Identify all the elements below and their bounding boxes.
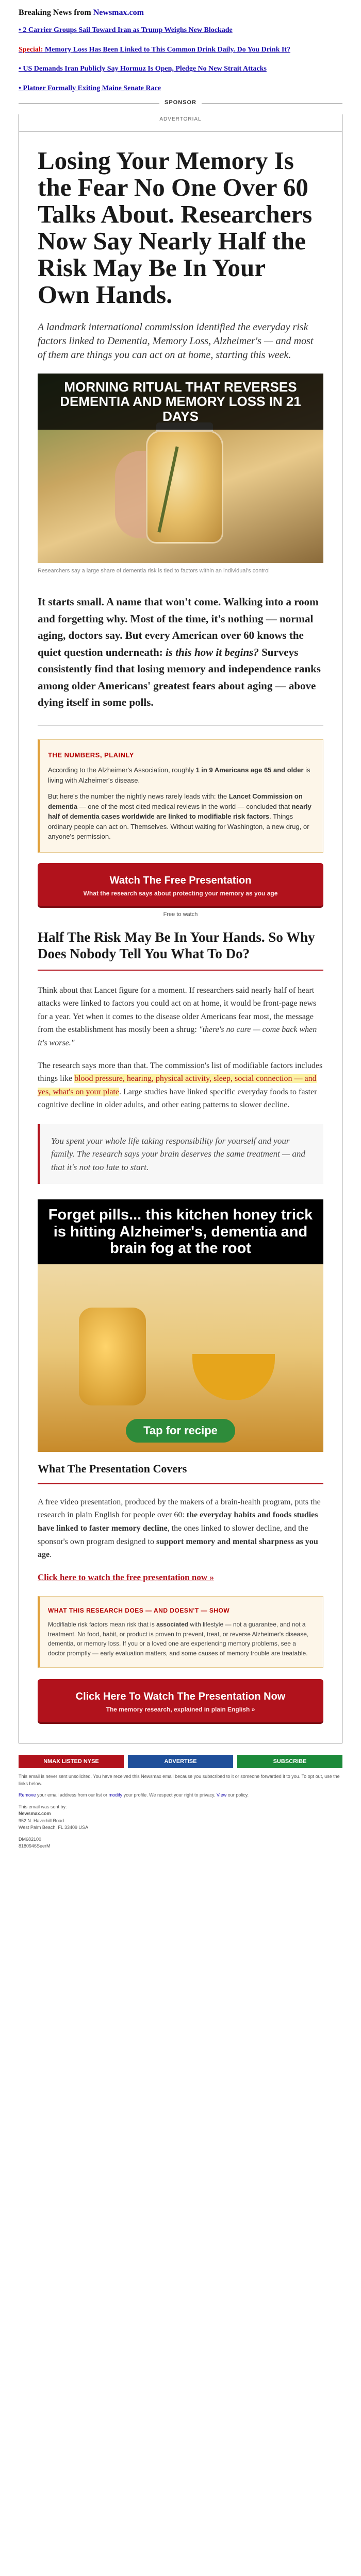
section-heading-half-risk: Half The Risk May Be In Your Hands. So Why Does Nobody Tell You What To Do? [38, 929, 323, 971]
numbers-paragraph-2: But here's the number the nightly news rarely leads with: the Lancet Commission on dementia — one of the most cited medical reviews in the world — concluded that nearly half of dementia cases worldwide are linked to modifiable risk factors. Things ordinary people can act on. Themselves. Without waiting for Washington, a new drug, or anyone's permission. [48, 792, 311, 841]
sponsor-label: SPONSOR [159, 99, 202, 106]
article-dek: A landmark international commission identified the everyday risk factors linked to Dementia, Memory Loss, Alzheimer's — and most of them are things you can act on at home, starting this week. [38, 321, 314, 361]
cta-subtitle: What the research says about protecting your memory as you age [83, 889, 278, 897]
footer [0, 1743, 361, 1850]
honey-bowl-shape [192, 1354, 275, 1400]
sponsor-divider [19, 99, 342, 114]
article-headline: Losing Your Memory Is the Fear No One Over 60 Talks About. Researchers Now Say Nearly Half the Risk May Be In Your Own Hands. [38, 146, 313, 309]
news-link-carrier-groups[interactable]: • 2 Carrier Groups Sail Toward Iran as Trump Weighs New Blockade [19, 26, 233, 34]
honey-promo-image[interactable] [38, 1199, 323, 1452]
numbers-paragraph-1: According to the Alzheimer's Association, roughly 1 in 9 Americans age 65 and older is living with Alzheimer's disease. [48, 766, 310, 784]
footer-codes: DM682100 8180946SeerM [19, 1836, 51, 1849]
disclaimer-title: WHAT THIS RESEARCH DOES — AND DOESN'T — SHOW [48, 1607, 230, 1615]
news-list [19, 26, 342, 93]
cta2-title: Click Here To Watch The Presentation Now [75, 1691, 286, 1703]
research-disclaimer [38, 1596, 323, 1668]
numbers-title: THE NUMBERS, PLAINLY [48, 751, 134, 759]
modify-link[interactable]: modify [108, 1792, 123, 1798]
body-paragraph-1: Think about that Lancet figure for a moment. If researchers said nearly half of heart attacks were linked to factors you could act on at home, it would be front-page news for a year. Yet when it comes to the disease older Americans fear most, the message from the establishment has mostly been a shrug: "there's no cure — come back when it's worse." [38, 986, 317, 1047]
free-to-watch-note: Free to watch [163, 911, 198, 918]
news-link-memory-drink[interactable]: Special: Memory Loss Has Been Linked to This Common Drink Daily. Do You Drink It? [19, 45, 291, 54]
footer-unsolicited-note: This email is never sent unsolicited. You have received this Newsmax email because you subscribed to it or someone forwarded it to you. To opt out, use the links below. [19, 1774, 340, 1786]
hero-banner-text: MORNING RITUAL THAT REVERSES DEMENTIA AND MEMORY LOSS IN 21 DAYS [38, 374, 323, 430]
breaking-news-line: Breaking News from Newsmax.com [19, 8, 144, 17]
section-heading-presentation: What The Presentation Covers [38, 1462, 323, 1484]
highlighted-factors: blood pressure, hearing, physical activity, sleep, social connection — and yes, what's on your plate [38, 1074, 317, 1096]
view-policy-link[interactable]: View [216, 1792, 227, 1798]
footer-optout-note: Remove your email address from our list or modify your profile. We respect your right to privacy. View our policy. [19, 1792, 249, 1798]
promo-headline: Forget pills... this kitchen honey trick is hitting Alzheimer's, dementia and brain fog at the root [38, 1199, 323, 1264]
watch-presentation-link[interactable]: Click here to watch the free presentation now » [38, 1572, 214, 1582]
watch-presentation-button[interactable] [38, 863, 323, 906]
advertorial-box [19, 114, 342, 1743]
jar-shape [146, 430, 223, 544]
pull-quote: You spent your whole life taking responsibility for yourself and your family. The research says your brain deserves the same treatment — and that it's not too late to start. [38, 1124, 323, 1184]
header [0, 0, 361, 114]
disclaimer-text: Modifiable risk factors mean risk that is associated with lifestyle — not a guarantee, and not a treatment. No food, habit, or product is proven to prevent, treat, or reverse Alzheimer's disease, dementia, or memory loss. If you or a loved one are experiencing memory problems, see a doctor promptly — early evaluation matters, and some causes of memory trouble are treatable. [48, 1620, 309, 1657]
tap-for-recipe-button[interactable]: Tap for recipe [126, 1419, 235, 1443]
hero-image[interactable] [38, 374, 323, 563]
advertorial-label: ADVERTORIAL [19, 114, 342, 132]
subscribe-button[interactable]: SUBSCRIBE [237, 1755, 342, 1768]
body-paragraph-2: The research says more than that. The commission's list of modifiable factors includes things like blood pressure, hearing, physical activity, sleep, social connection — and yes, what's on your plate. Large studies have linked specific everyday foods to faster cognitive decline in older adults, and other eating patterns to slower decline. [38, 1061, 323, 1110]
lead-paragraph: It starts small. A name that won't come. Walking into a room and forgetting why. Most of the time, it's nothing — normal aging, doctors say. But every American over 60 knows the quiet question underneath: is this how it begins? Surveys consistently find that losing memory and independence ranks among older Americans' greatest fears about aging — above dying itself in some polls. [38, 594, 323, 726]
newsmax-link[interactable]: Newsmax.com [93, 8, 144, 17]
news-link-hormuz[interactable]: • US Demands Iran Publicly Say Hormuz Is Open, Pledge No New Strait Attacks [19, 65, 267, 73]
advertise-button[interactable]: ADVERTISE [128, 1755, 233, 1768]
remove-link[interactable]: Remove [19, 1792, 36, 1798]
body-paragraph-3: A free video presentation, produced by the makers of a brain-health program, puts the research in plain English for people over 60: the everyday habits and foods studies have linked to faster memory decline, the ones linked to slower decline, and the sponsor's own program designed to support memory and mental sharpness as you age. [38, 1497, 321, 1560]
footer-buttons [19, 1755, 342, 1768]
watch-now-button[interactable] [38, 1679, 323, 1722]
cta2-subtitle: The memory research, explained in plain English » [106, 1706, 255, 1714]
nmax-nyse-button[interactable]: NMAX LISTED NYSE [19, 1755, 124, 1768]
numbers-callout [38, 739, 323, 853]
footer-address: This email was sent by: Newsmax.com 952 N. Haverhill Road West Palm Beach, FL 33409 USA [19, 1804, 89, 1831]
news-link-platner[interactable]: • Platner Formally Exiting Maine Senate Race [19, 84, 161, 92]
cta-title: Watch The Free Presentation [109, 874, 252, 886]
honey-jar-shape [79, 1308, 146, 1405]
hero-caption: Researchers say a large share of dementia risk is tied to factors within an individual's control [38, 567, 270, 574]
